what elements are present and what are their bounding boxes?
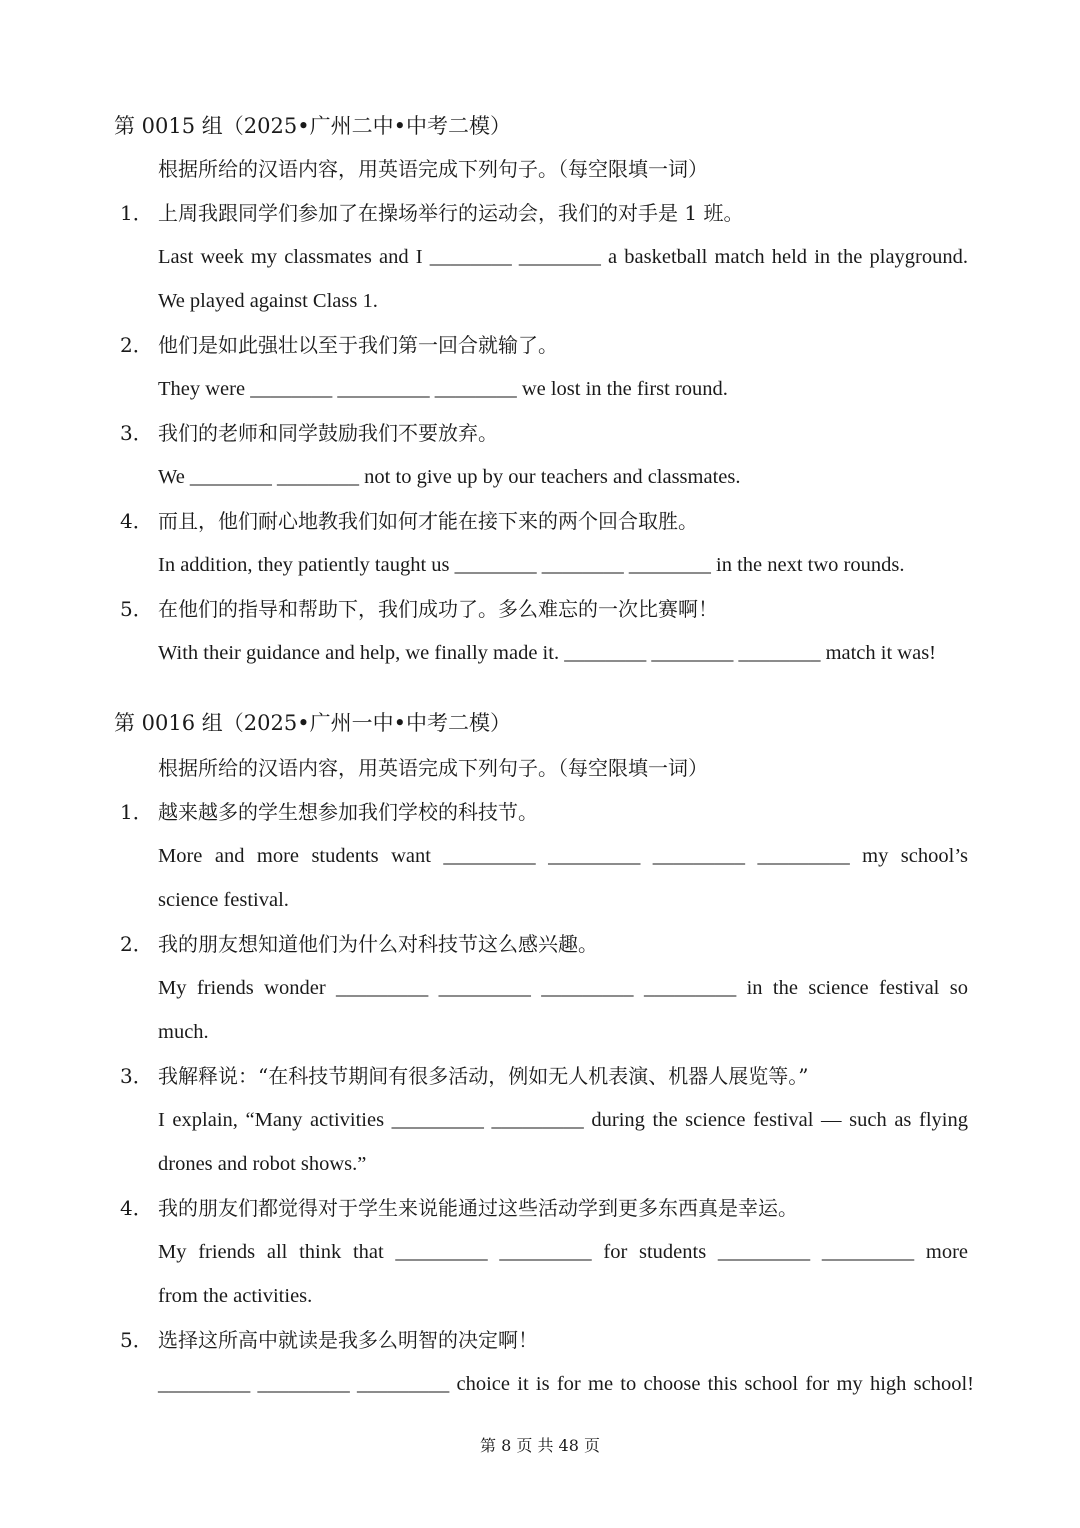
english-sentence: In addition, they patiently taught us ________ ________ ________ in the next two rounds. bbox=[158, 554, 905, 576]
item-number: 5． bbox=[120, 597, 153, 621]
english-sentence: We ________ ________ not to give up by our teachers and classmates. bbox=[158, 466, 741, 488]
item-number: 1． bbox=[120, 800, 153, 824]
chinese-prompt: 在他们的指导和帮助下，我们成功了。多么难忘的一次比赛啊！ bbox=[158, 597, 718, 621]
english-sentence: My friends all think that _________ _________ for students _________ _________ more bbox=[158, 1241, 968, 1263]
chinese-prompt: 我们的老师和同学鼓励我们不要放弃。 bbox=[158, 421, 498, 445]
item-number: 5． bbox=[120, 1328, 153, 1352]
english-sentence-cont: from the activities. bbox=[158, 1285, 313, 1307]
chinese-prompt: 他们是如此强壮以至于我们第一回合就输了。 bbox=[158, 333, 558, 357]
section-instruction: 根据所给的汉语内容，用英语完成下列句子。（每空限填一词） bbox=[158, 157, 708, 181]
item-number: 3． bbox=[120, 1064, 153, 1088]
item-number: 1． bbox=[120, 201, 153, 225]
english-sentence: With their guidance and help, we finally made it. ________ ________ ________ match it was! bbox=[158, 642, 937, 664]
chinese-prompt: 我的朋友想知道他们为什么对科技节这么感兴趣。 bbox=[158, 932, 598, 956]
english-sentence: More and more students want _________ _________ _________ _________ my school’s bbox=[158, 845, 968, 867]
section-heading: 第 0016 组（2025•广州一中•中考二模） bbox=[114, 711, 512, 735]
item-number: 4． bbox=[120, 1196, 153, 1220]
english-sentence: They were ________ _________ ________ we lost in the first round. bbox=[158, 378, 728, 400]
chinese-prompt: 我解释说：“在科技节期间有很多活动，例如无人机表演、机器人展览等。” bbox=[158, 1064, 809, 1088]
chinese-prompt: 越来越多的学生想参加我们学校的科技节。 bbox=[158, 800, 538, 824]
english-sentence-cont: drones and robot shows.” bbox=[158, 1153, 367, 1175]
english-sentence-cont: We played against Class 1. bbox=[158, 290, 378, 312]
english-sentence: My friends wonder _________ _________ _________ _________ in the science festival so bbox=[158, 977, 968, 999]
page-footer: 第 8 页 共 48 页 bbox=[480, 1436, 600, 1455]
item-number: 4． bbox=[120, 509, 153, 533]
item-number: 2． bbox=[120, 932, 153, 956]
english-sentence-cont: much. bbox=[158, 1021, 209, 1043]
english-sentence: I explain, “Many activities _________ _________ during the science festival — such as flying bbox=[158, 1109, 968, 1131]
chinese-prompt: 我的朋友们都觉得对于学生来说能通过这些活动学到更多东西真是幸运。 bbox=[158, 1196, 798, 1220]
chinese-prompt: 选择这所高中就读是我多么明智的决定啊！ bbox=[158, 1328, 538, 1352]
item-number: 3． bbox=[120, 421, 153, 445]
english-sentence: _________ _________ _________ choice it is for me to choose this school for my high school! bbox=[158, 1373, 974, 1395]
chinese-prompt: 上周我跟同学们参加了在操场举行的运动会，我们的对手是 1 班。 bbox=[158, 201, 744, 225]
english-sentence: Last week my classmates and I ________ ________ a basketball match held in the playground. bbox=[158, 246, 968, 268]
chinese-prompt: 而且，他们耐心地教我们如何才能在接下来的两个回合取胜。 bbox=[158, 509, 698, 533]
section-instruction: 根据所给的汉语内容，用英语完成下列句子。（每空限填一词） bbox=[158, 756, 708, 780]
section-heading: 第 0015 组（2025•广州二中•中考二模） bbox=[114, 114, 512, 138]
item-number: 2． bbox=[120, 333, 153, 357]
english-sentence-cont: science festival. bbox=[158, 889, 289, 911]
